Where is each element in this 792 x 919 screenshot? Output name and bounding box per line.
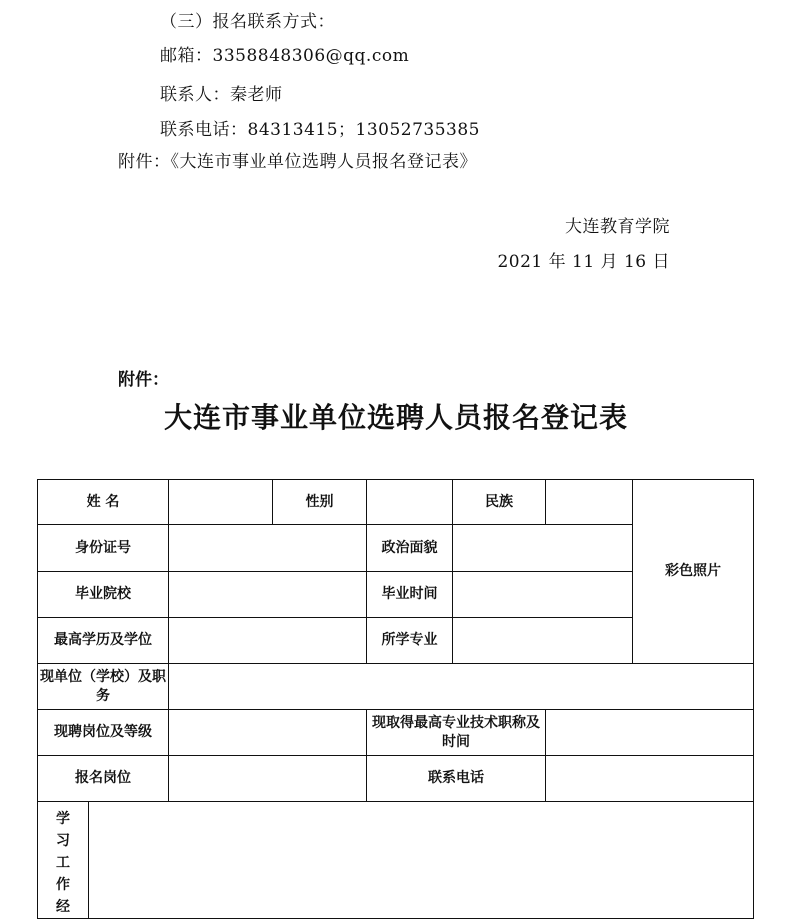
applied-post-label: 报名岗位 — [38, 756, 169, 802]
form-title: 大连市事业单位选聘人员报名登记表 — [163, 401, 628, 434]
signature-date: 2021 年 11 月 16 日 — [497, 252, 670, 272]
contact-phone-label: 联系电话 — [367, 756, 546, 802]
name-value-cell[interactable] — [169, 480, 273, 525]
graduation-time-label: 毕业时间 — [367, 572, 453, 618]
table-row — [38, 710, 754, 756]
experience-text: 学习工作经 — [56, 811, 70, 915]
highest-title-text: 现取得最高专业技术职称及时间 — [372, 715, 540, 750]
political-status-value-cell[interactable] — [453, 525, 633, 572]
experience-value-cell[interactable] — [89, 802, 754, 919]
current-post-value-cell[interactable] — [169, 710, 367, 756]
graduated-school-value-cell[interactable] — [169, 572, 367, 618]
major-label: 所学专业 — [367, 618, 453, 664]
table-row — [38, 664, 754, 710]
political-status-label: 政治面貌 — [367, 525, 453, 572]
contact-phone-value-cell[interactable] — [546, 756, 754, 802]
major-value-cell[interactable] — [453, 618, 633, 664]
contact-email: 邮箱：3358848306@qq.com — [160, 46, 410, 66]
applied-post-value-cell[interactable] — [169, 756, 367, 802]
gender-label: 性别 — [273, 480, 367, 525]
current-unit-text: 现单位（学校）及职务 — [40, 669, 166, 704]
gender-value-cell[interactable] — [367, 480, 453, 525]
current-unit-value-cell[interactable] — [169, 664, 754, 710]
attachment-label: 附件： — [118, 370, 169, 390]
id-number-label: 身份证号 — [38, 525, 169, 572]
highest-degree-label: 最高学历及学位 — [38, 618, 169, 664]
ethnicity-label: 民族 — [453, 480, 546, 525]
photo-cell[interactable]: 彩色照片 — [633, 480, 754, 664]
graduated-school-label: 毕业院校 — [38, 572, 169, 618]
contact-phone: 联系电话：84313415；13052735385 — [160, 120, 481, 140]
attachment-note: 附件：《大连市事业单位选聘人员报名登记表》 — [118, 152, 477, 172]
id-number-value-cell[interactable] — [169, 525, 367, 572]
contact-person: 联系人：秦老师 — [160, 85, 283, 105]
highest-title-label — [367, 710, 546, 756]
current-post-label: 现聘岗位及等级 — [38, 710, 169, 756]
table-row — [38, 480, 754, 525]
registration-form — [37, 479, 754, 919]
table-row — [38, 802, 754, 919]
name-label: 姓 名 — [38, 480, 169, 525]
current-unit-label — [38, 664, 169, 710]
highest-degree-value-cell[interactable] — [169, 618, 367, 664]
contact-heading: （三）报名联系方式： — [160, 12, 335, 32]
experience-label — [38, 802, 89, 919]
table-row — [38, 756, 754, 802]
ethnicity-value-cell[interactable] — [546, 480, 633, 525]
highest-title-value-cell[interactable] — [546, 710, 754, 756]
graduation-time-value-cell[interactable] — [453, 572, 633, 618]
signature-org: 大连教育学院 — [565, 217, 670, 237]
